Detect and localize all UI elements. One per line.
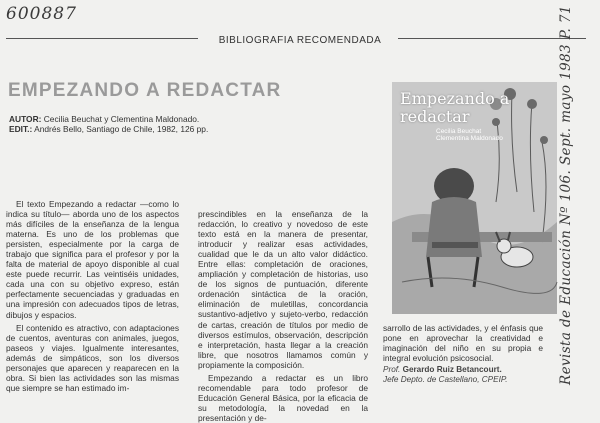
edit-label: EDIT.: <box>9 124 33 134</box>
article-title: EMPEZANDO A REDACTAR <box>8 80 282 101</box>
book-cover-image <box>392 82 557 314</box>
col3-paragraph: sarrollo de las actividades, y el énfasis que pone en aprovechar la creatividad e imaginación del niño en su propia e integral evolución psicosocial. <box>383 323 543 364</box>
signature-name: Gerardo Ruiz Betancourt. <box>402 365 502 374</box>
cover-title: Empezando a redactar <box>400 89 510 126</box>
signature-name-line <box>383 365 508 375</box>
header-rule-left <box>6 38 198 39</box>
col1-paragraph-2: El contenido es atractivo, con adaptaciones de cuentos, aventuras con animales, juegos, paseos y viajes. Igualmente interesantes, además de simpáticos, son los diversos personajes que aparecen y reaparecen en la obra. Si bien las actividades son las mismas que siempre se han estimado im- <box>6 322 179 393</box>
col2-paragraph-1: prescindibles en la enseñanza de la redacción, lo creativo y novedoso de este texto está en la manera de presentar, introducir y realizar esas actividades, cualidad que le da un alto valor didáctico. Entre ellas: completación de oraciones, ampliación y completación de historias, uso de los signos de puntuación, diferente ordenación sintáctica de la oración, eliminación de muletillas, concordancia sustantivo-adjetivo y sujeto-verbo, redacción de cartas, creación de títulos por medio de diversos estímulos, observación, descripción e interpretación, hasta llegar a la creación libre, que nosotros llamamos común y propiamente la composición. <box>198 209 368 370</box>
signature-role: Jefe Depto. de Castellano, CPEIP. <box>383 375 508 384</box>
cover-author-1: Cecilia Beuchat <box>436 128 482 135</box>
edit-line <box>9 124 208 134</box>
cover-author-2: Clementina Maldonado <box>436 135 503 142</box>
review-signature <box>383 365 508 385</box>
cover-authors <box>436 128 503 142</box>
review-column-1 <box>6 199 179 401</box>
edit-value: Andrés Bello, Santiago de Chile, 1982, 126 pp. <box>34 124 209 134</box>
author-line <box>9 114 199 124</box>
signature-prefix: Prof. <box>383 365 401 374</box>
section-title: BIBLIOGRAFIA RECOMENDADA <box>213 35 388 46</box>
archive-code: 600887 <box>6 4 77 24</box>
review-column-3 <box>383 323 543 364</box>
author-label: AUTOR: <box>9 114 42 124</box>
col1-paragraph-1: El texto Empezando a redactar —como lo indica su título— aborda uno de los aspectos más difíciles de la enseñanza de la lengua materna. Es uno de los problemas que persisten, especialmente por la carga de trabajo que significa para el profesor y por la falta de material de apoyo disponible al cual este puede recurrir. Las veintiséis unidades, cada una con su objetivo expreso, están perfectamente secuenciadas y graduadas en una impresión con adecuados tipos de letras, dibujos y espacios. <box>6 199 179 320</box>
section-header <box>0 30 600 48</box>
author-value: Cecilia Beuchat y Clementina Maldonado. <box>43 114 200 124</box>
review-column-2 <box>198 209 368 423</box>
col2-paragraph-2: Empezando a redactar es un libro recomendable para todo profesor de Educación General Básica, por la eficacia de su metodología, la novedad en la presentación y de- <box>198 372 368 423</box>
handwritten-source-note: Revista de Educación Nº 106. Sept. mayo 1983 P. 71 <box>558 5 574 385</box>
